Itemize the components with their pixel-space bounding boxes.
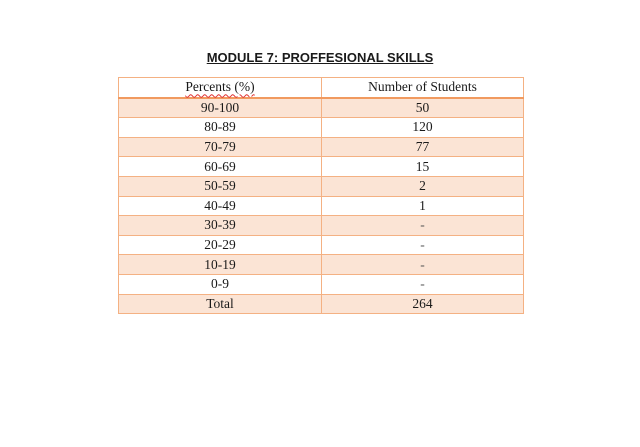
range-cell: 50-59 — [119, 176, 322, 196]
results-table — [118, 77, 524, 314]
range-cell: 0-9 — [119, 274, 322, 294]
count-cell: 2 — [322, 176, 524, 196]
table-row — [119, 196, 524, 216]
table-header-row — [119, 78, 524, 98]
count-cell: - — [322, 216, 524, 236]
range-cell: 20-29 — [119, 235, 322, 255]
table-row — [119, 274, 524, 294]
range-cell: 90-100 — [119, 98, 322, 118]
table-row — [119, 157, 524, 177]
table-row — [119, 235, 524, 255]
table-row — [119, 98, 524, 118]
count-cell: 77 — [322, 137, 524, 157]
total-count: 264 — [322, 294, 524, 314]
count-cell: - — [322, 274, 524, 294]
table-row — [119, 176, 524, 196]
range-cell: 60-69 — [119, 157, 322, 177]
count-cell: 15 — [322, 157, 524, 177]
count-cell: - — [322, 235, 524, 255]
count-cell: 50 — [322, 98, 524, 118]
range-cell: 40-49 — [119, 196, 322, 216]
document-title: MODULE 7: PROFFESIONAL SKILLS — [206, 50, 434, 65]
range-cell: 80-89 — [119, 118, 322, 138]
table-row — [119, 118, 524, 138]
total-label: Total — [119, 294, 322, 314]
table-row — [119, 137, 524, 157]
table-total-row — [119, 294, 524, 314]
count-cell: - — [322, 255, 524, 275]
table-row — [119, 216, 524, 236]
table-row — [119, 255, 524, 275]
header-percents: Percents (%) — [119, 78, 322, 98]
count-cell: 120 — [322, 118, 524, 138]
range-cell: 30-39 — [119, 216, 322, 236]
header-number-of-students: Number of Students — [322, 78, 524, 98]
range-cell: 10-19 — [119, 255, 322, 275]
range-cell: 70-79 — [119, 137, 322, 157]
count-cell: 1 — [322, 196, 524, 216]
